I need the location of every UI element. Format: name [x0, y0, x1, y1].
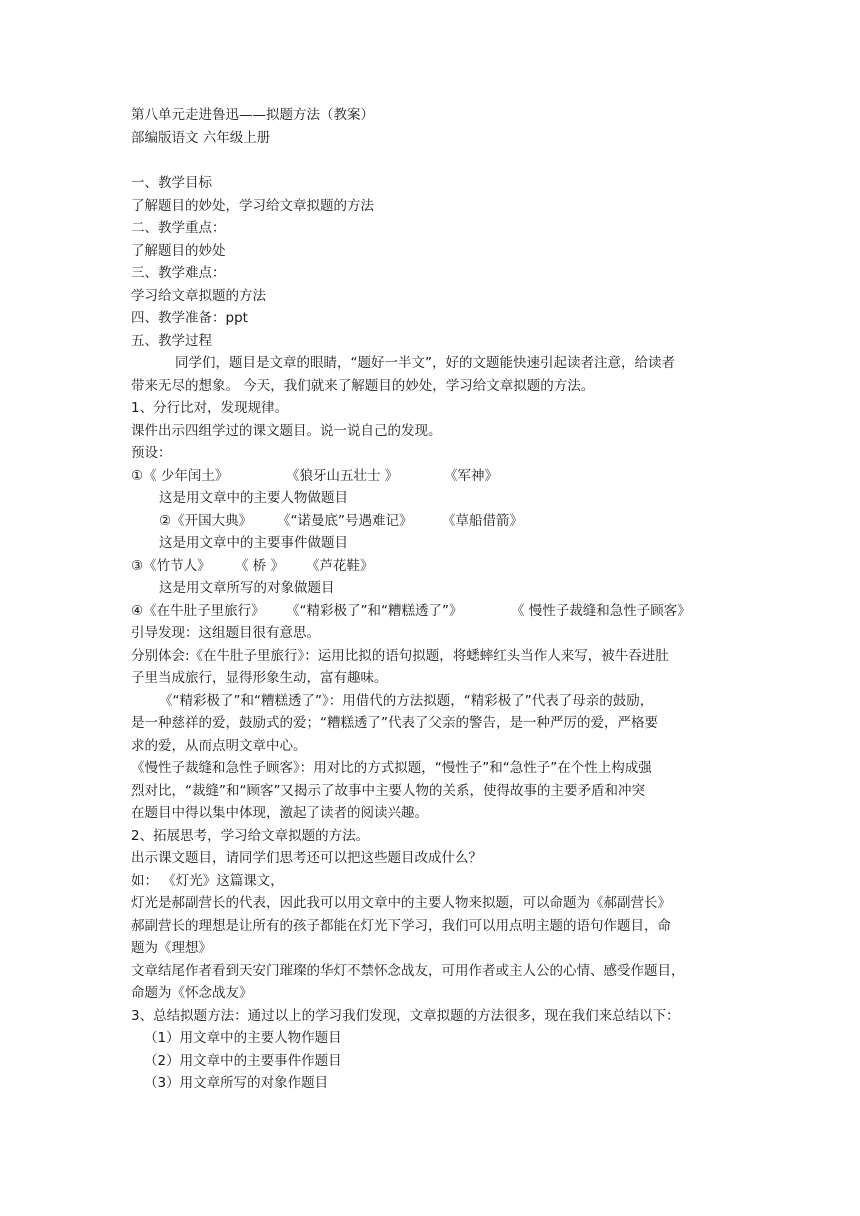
title-item: ②《开国大典》 — [159, 513, 253, 529]
step-heading: 1、分行比对，发现规律。 — [131, 400, 289, 416]
paragraph: 引导发现：这组题目很有意思。 — [131, 625, 320, 641]
section-heading: 一、教学目标 — [131, 175, 212, 191]
paragraph: 《“精彩极了”和“糟糕透了”》：用借代的方法拟题，“精彩极了”代表了母亲的鼓励， — [159, 693, 654, 709]
title-item: 《 桥 》 — [235, 558, 285, 574]
title-item: ④《在牛肚子里旅行》 — [131, 603, 265, 619]
step-heading: 3、总结拟题方法：通过以上的学习我们发现，文章拟题的方法很多，现在我们来总结以下： — [131, 1008, 680, 1024]
paragraph: 预设： — [131, 445, 172, 461]
title-group-4 — [131, 600, 741, 623]
list-item: （1）用文章中的主要人物作题目 — [144, 1030, 342, 1046]
paragraph: 了解题目的妙处 — [131, 243, 226, 259]
title-item: 《草船借箭》 — [442, 513, 523, 529]
paragraph: 灯光是郝副营长的代表，因此我可以用文章中的主要人物来拟题，可以命题为《郝副营长》 — [131, 895, 671, 911]
title-group-2 — [159, 510, 769, 533]
title-item: ①《 少年闰土》 — [131, 468, 229, 484]
paragraph: 出示课文题目，请同学们思考还可以把这些题目改成什么？ — [131, 850, 482, 866]
list-item: （2）用文章中的主要事件作题目 — [144, 1053, 342, 1069]
paragraph: 这是用文章中的主要人物做题目 — [159, 490, 348, 506]
paragraph: 学习给文章拟题的方法 — [131, 288, 266, 304]
paragraph: 烈对比，“裁缝”和“顾客”又揭示了故事中主要人物的关系，使得故事的主要矛盾和冲突 — [131, 783, 645, 799]
paragraph: 子里当成旅行，显得形象生动，富有趣味。 — [131, 670, 388, 686]
title-item: 《“精彩极了”和“糟糕透了”》 — [286, 603, 463, 619]
title-item: 《 慢性子裁缝和急性子顾客》 — [511, 603, 691, 619]
doc-title: 第八单元走进鲁迅——拟题方法（教案） — [131, 107, 374, 123]
paragraph: 命题为《怀念战友》 — [131, 985, 253, 1001]
step-heading: 2、拓展思考，学习给文章拟题的方法。 — [131, 828, 370, 844]
paragraph: 郝副营长的理想是让所有的孩子都能在灯光下学习，我们可以用点明主题的语句作题目，命 — [131, 918, 671, 934]
section-heading: 五、教学过程 — [131, 333, 212, 349]
section-heading: 三、教学难点： — [131, 265, 226, 281]
paragraph: 求的爱，从而点明文章中心。 — [131, 738, 307, 754]
title-item: ③《竹节人》 — [131, 558, 211, 574]
paragraph: 课件出示四组学过的课文题目。说一说自己的发现。 — [131, 423, 442, 439]
paragraph: 如： 《灯光》这篇课文， — [131, 873, 284, 889]
paragraph: 这是用文章所写的对象做题目 — [159, 580, 335, 596]
paragraph: 文章结尾作者看到天安门璀璨的华灯不禁怀念战友，可用作者或主人公的心情、感受作题目， — [131, 963, 685, 979]
paragraph: 题为《理想》 — [131, 940, 212, 956]
paragraph: 是一种慈祥的爱，鼓励式的爱；“糟糕透了”代表了父亲的警告，是一种严厉的爱，严格要 — [131, 715, 658, 731]
paragraph: 在题目中得以集中体现，激起了读者的阅读兴趣。 — [131, 805, 428, 821]
title-group-1 — [131, 465, 741, 488]
title-item: 《“诺曼底”号遇难记》 — [277, 513, 413, 529]
paragraph: 《慢性子裁缝和急性子顾客》：用对比的方式拟题，“慢性子”和“急性子”在个性上构成强 — [131, 760, 652, 776]
paragraph: 带来无尽的想象。 今天，我们就来了解题目的妙处，学习给文章拟题的方法。 — [131, 378, 595, 394]
title-item: 《狼牙山五壮士 》 — [286, 468, 399, 484]
section-heading: 四、教学准备：ppt — [131, 310, 248, 326]
paragraph: 了解题目的妙处，学习给文章拟题的方法 — [131, 198, 374, 214]
paragraph: 这是用文章中的主要事件做题目 — [159, 535, 348, 551]
title-item: 《军神》 — [444, 468, 498, 484]
title-item: 《芦花鞋》 — [306, 558, 374, 574]
section-heading: 二、教学重点： — [131, 220, 226, 236]
doc-subtitle: 部编版语文 六年级上册 — [131, 130, 271, 146]
title-group-3 — [131, 555, 741, 578]
paragraph: 分别体会:《在牛肚子里旅行》：运用比拟的语句拟题，将蟋蟀红头当作人来写，被牛吞进肚 — [131, 648, 669, 664]
paragraph: 同学们，题目是文章的眼睛，“题好一半文”，好的文题能快速引起读者注意，给读者 — [175, 355, 675, 371]
list-item: （3）用文章所写的对象作题目 — [144, 1075, 329, 1091]
